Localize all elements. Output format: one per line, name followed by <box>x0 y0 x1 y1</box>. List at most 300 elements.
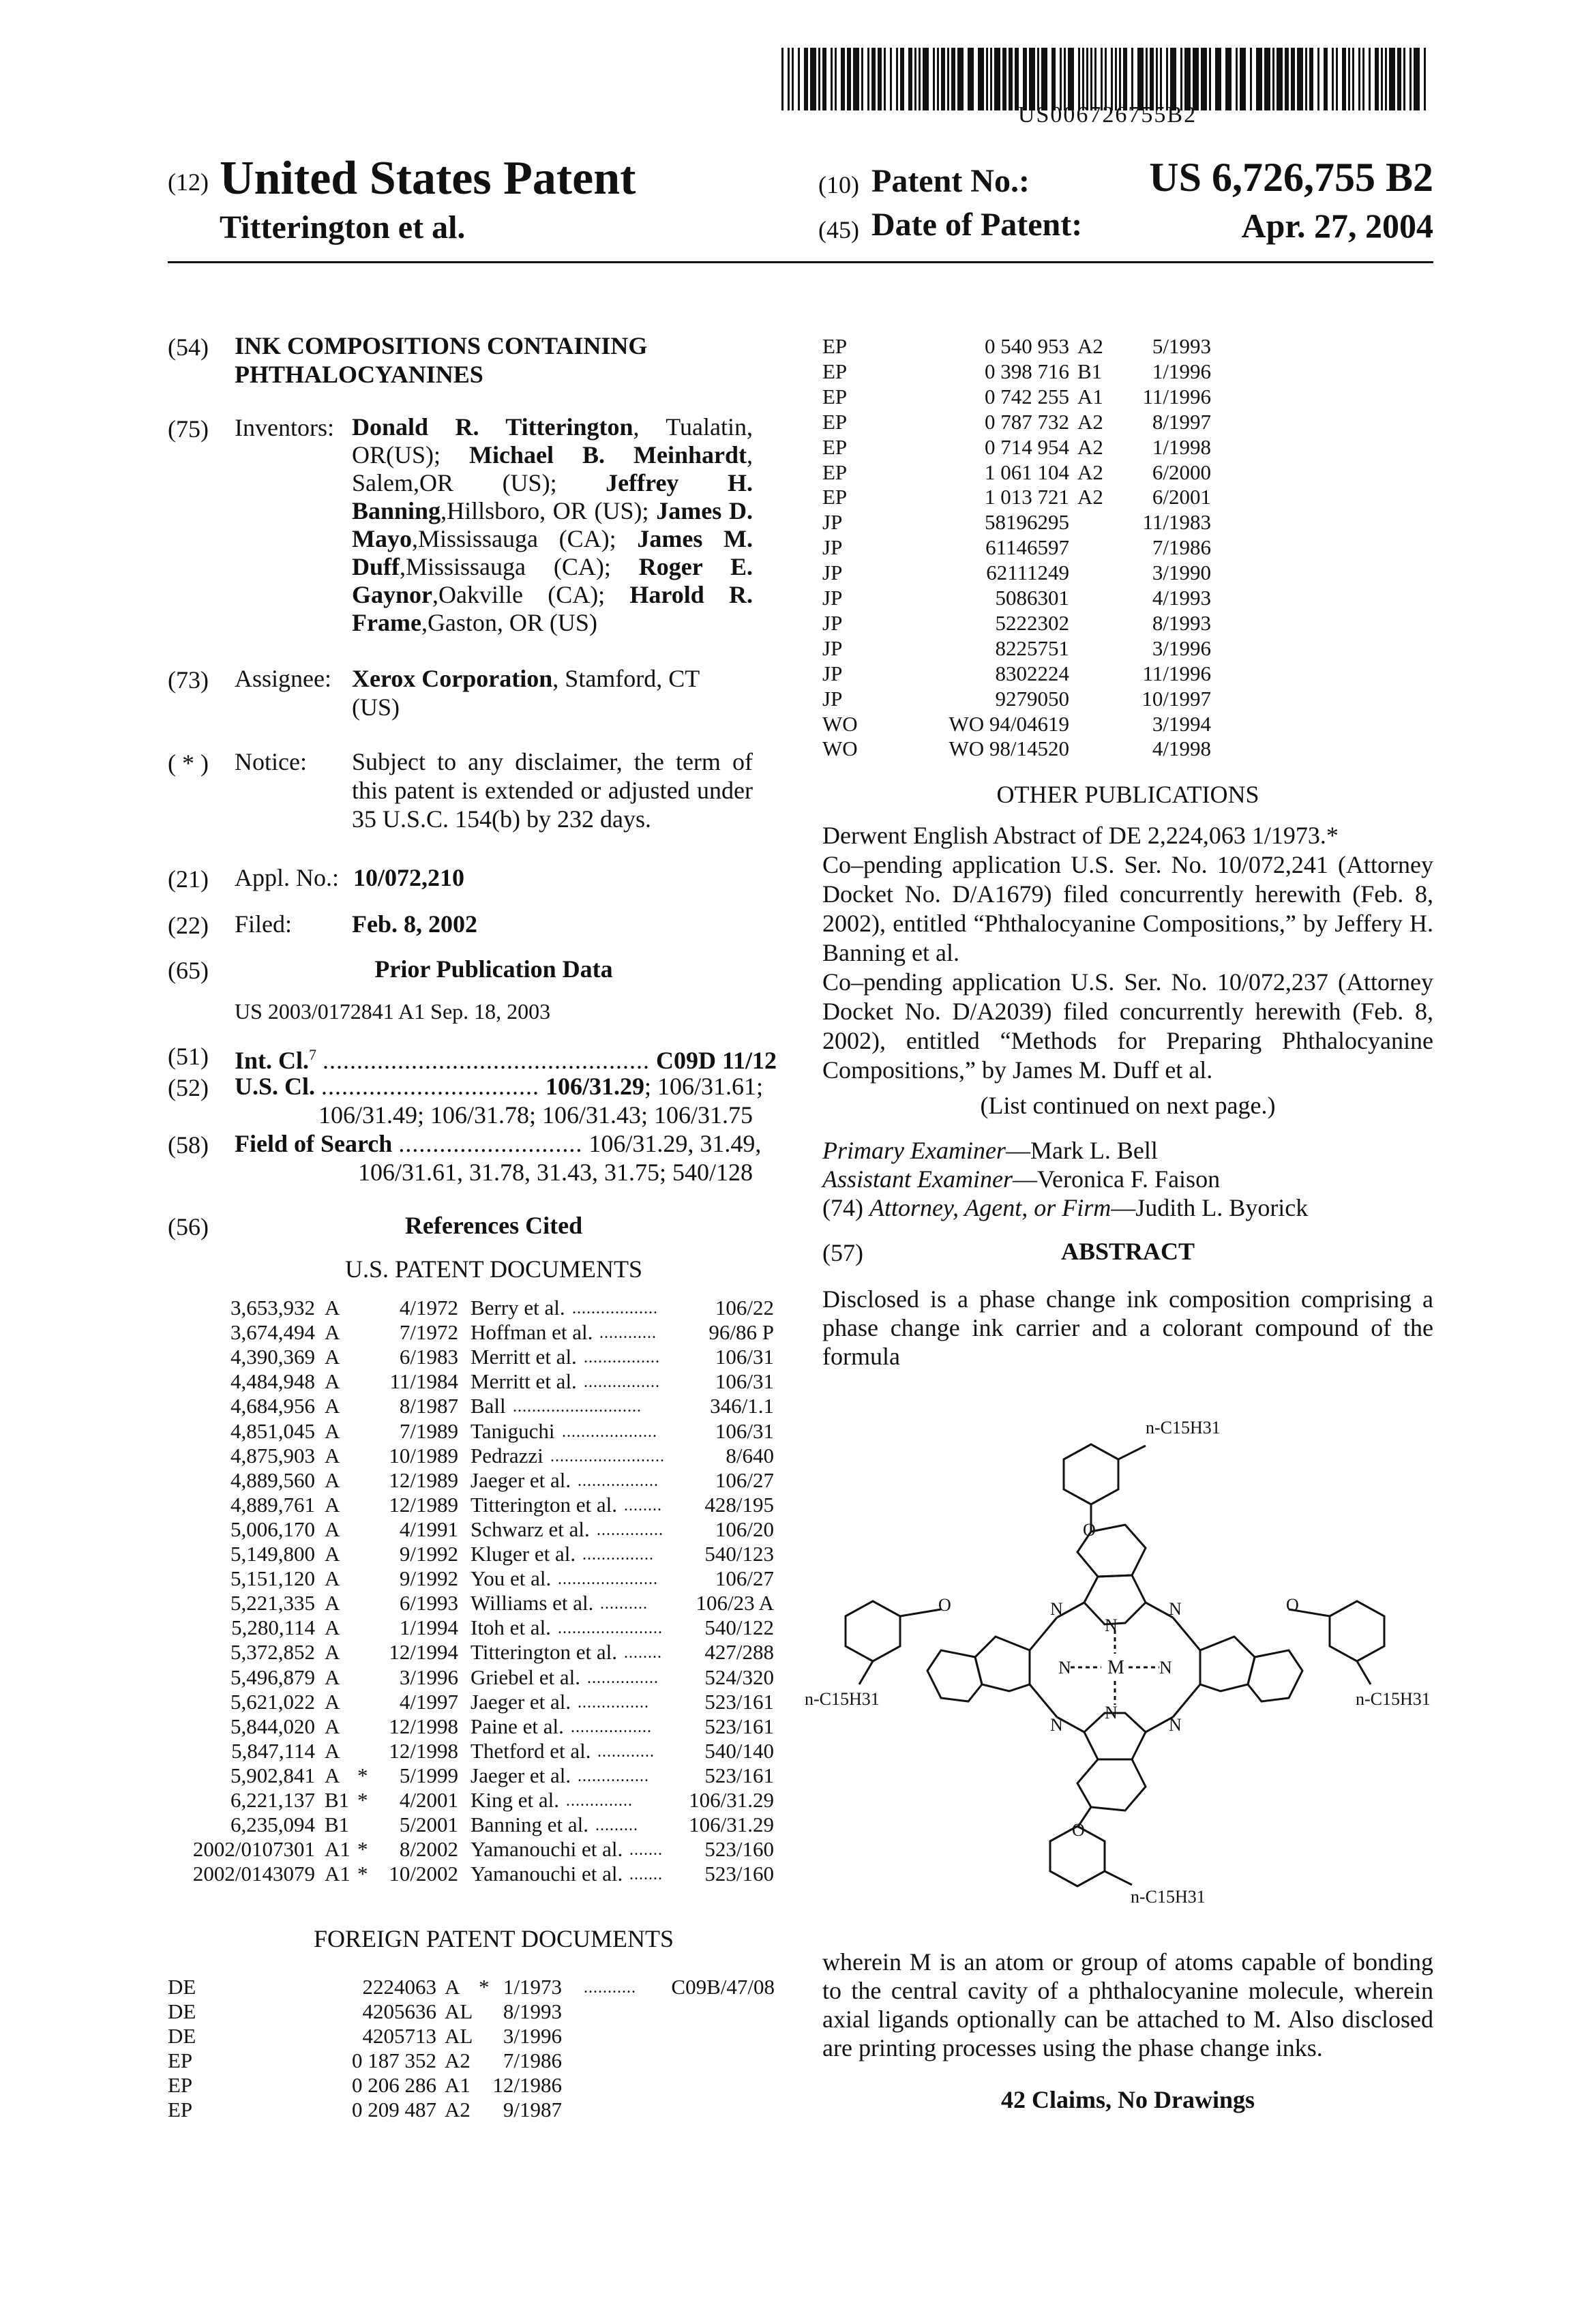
ref-date: 4/1997 <box>400 1690 458 1714</box>
ref-date: 12/1994 <box>389 1640 458 1665</box>
us-reference-row <box>0 1813 777 1837</box>
nitrogen-bridge-3: N <box>1050 1715 1063 1735</box>
ref-dots: ...................... <box>558 1620 663 1638</box>
fp-date: 4/1993 <box>1152 586 1211 610</box>
us-reference-row <box>0 1788 777 1813</box>
ref-inventor: Itoh et al. <box>471 1615 551 1640</box>
ref-date: 8/2002 <box>400 1837 458 1862</box>
fp-country: JP <box>822 561 842 585</box>
ref-kind: A <box>325 1566 340 1591</box>
barcode-bar <box>1064 48 1066 110</box>
ref-kind: A1 <box>325 1837 350 1862</box>
fp-number: 0 206 286 <box>352 2073 436 2098</box>
ref-class: 106/31 <box>715 1419 774 1444</box>
oxygen-bottom: O <box>1072 1820 1085 1840</box>
filed-label: Filed: <box>235 910 292 938</box>
document-title: United States Patent <box>220 151 636 206</box>
int-cl <box>235 1041 753 1075</box>
barcode-bar <box>884 48 886 110</box>
ref-patent-number: 4,851,045 <box>230 1419 315 1444</box>
ref-inventor: Paine et al. <box>471 1714 564 1739</box>
ref-class: 428/195 <box>704 1493 774 1517</box>
barcode-bar <box>933 48 935 110</box>
inventor-location: , <box>412 525 418 552</box>
ref-class: 106/27 <box>715 1468 774 1493</box>
ref-patent-number: 5,280,114 <box>231 1615 315 1640</box>
patent-date: Apr. 27, 2004 <box>1241 206 1433 245</box>
intcl-code: (51) <box>168 1042 209 1071</box>
us-reference-row <box>0 1714 777 1739</box>
fp-number: 0 398 716 <box>985 359 1069 384</box>
abstract-text-continued: wherein M is an atom or group of atoms capable of bonding to the central cavity of a phthalocyanine molecule, wherein axial ligands optionally can be attached to M. Also disclosed are printing processes using the phase change inks. <box>822 1948 1433 2062</box>
ref-kind: A <box>325 1394 340 1418</box>
barcode-bar <box>1160 48 1162 110</box>
fp-number: 58196295 <box>985 510 1069 535</box>
abstract-text: Disclosed is a phase change ink composition comprising a phase change ink carrier and a colorant compound of the formula <box>822 1285 1433 1371</box>
inventor-location: , <box>400 553 406 580</box>
foreign-reference-row <box>0 359 1582 384</box>
ref-class: 106/20 <box>715 1517 774 1542</box>
fp-date: 8/1993 <box>1152 611 1211 636</box>
uscl-code: (52) <box>168 1073 209 1102</box>
ref-dots: ............... <box>582 1546 654 1564</box>
attorney-code: (74) <box>822 1194 863 1221</box>
nitrogen-core-right: N <box>1159 1658 1172 1678</box>
ref-date: 8/1987 <box>400 1394 458 1418</box>
ref-inventor: King et al. <box>471 1788 559 1813</box>
ref-patent-number: 5,372,852 <box>230 1640 315 1665</box>
phthalocyanine-structure <box>805 1398 1446 1916</box>
fp-number: 0 540 953 <box>985 334 1069 359</box>
ref-inventor: Williams et al. <box>471 1591 593 1615</box>
barcode-bar <box>788 48 790 110</box>
barcode-bar <box>792 48 794 110</box>
fp-date: 1/1996 <box>1152 359 1211 384</box>
ref-dots: ..................... <box>558 1570 658 1589</box>
barcode-bar <box>1086 48 1088 110</box>
ref-dots: ................ <box>584 1349 660 1367</box>
barcode-bar <box>1029 48 1035 110</box>
assignee-location: , Stamford, CT <box>552 665 700 692</box>
barcode-bar <box>968 48 974 110</box>
inventor-name: Harold R. Frame <box>352 581 753 636</box>
barcode-bar <box>1256 48 1262 110</box>
inventor-name: Jeffrey H. Banning <box>352 469 753 524</box>
fp-country: EP <box>822 485 847 509</box>
ref-star: * <box>357 1763 368 1788</box>
patent-no-label: Patent No.: <box>871 162 1030 200</box>
ref-date: 12/1998 <box>389 1714 458 1739</box>
fp-date: 3/1996 <box>1152 636 1211 661</box>
us-reference-row <box>0 1517 777 1542</box>
us-reference-row <box>0 1566 777 1591</box>
abstract-heading: ABSTRACT <box>822 1237 1433 1266</box>
fp-date: 11/1996 <box>1143 385 1211 409</box>
barcode-bar <box>941 48 945 110</box>
ref-date: 9/1992 <box>400 1542 458 1566</box>
fp-country: EP <box>822 435 847 460</box>
barcode-bar <box>1342 48 1346 110</box>
attorney-label: Attorney, Agent, or Firm <box>869 1194 1111 1221</box>
ref-date: 5/2001 <box>400 1813 458 1837</box>
ref-dots: ......... <box>595 1817 638 1835</box>
ref-patent-number: 5,847,114 <box>231 1739 315 1763</box>
assistant-examiner <box>822 1165 1220 1193</box>
ref-patent-number: 4,684,956 <box>230 1394 315 1418</box>
ref-class: 106/27 <box>715 1566 774 1591</box>
fp-date: 12/1986 <box>492 2073 562 2098</box>
fp-date: 3/1990 <box>1152 561 1211 585</box>
fp-kind: AL <box>445 2024 473 2049</box>
ref-kind: A <box>325 1615 340 1640</box>
ref-inventor: Titterington et al. <box>471 1640 617 1665</box>
barcode-bar <box>1403 48 1405 110</box>
barcode-bar <box>1009 48 1013 110</box>
us-reference-row <box>0 1320 777 1345</box>
barcode-bar <box>853 48 859 110</box>
fp-kind: AL <box>445 1999 473 2024</box>
ref-inventor: Merritt et al. <box>471 1345 577 1369</box>
ref-kind: A <box>325 1690 340 1714</box>
ref-kind: A1 <box>325 1862 350 1886</box>
ref-date: 3/1996 <box>400 1665 458 1690</box>
ref-star: * <box>357 1862 368 1886</box>
primary-examiner-label: Primary Examiner <box>822 1137 1006 1164</box>
ref-patent-number: 4,875,903 <box>230 1444 315 1468</box>
intcl-sup: 7 <box>309 1046 316 1063</box>
us-reference-row <box>0 1591 777 1615</box>
other-publications-heading: OTHER PUBLICATIONS <box>822 780 1433 809</box>
barcode-bar <box>951 48 955 110</box>
us-reference-row <box>0 1862 777 1886</box>
foreign-reference-row <box>0 561 1582 585</box>
barcode-bar <box>994 48 1000 110</box>
assistant-examiner-label: Assistant Examiner <box>822 1165 1013 1193</box>
field-of-search <box>235 1129 753 1158</box>
barcode-bar <box>1240 48 1246 110</box>
barcode-bar <box>1297 48 1303 110</box>
us-reference-row <box>0 1419 777 1444</box>
ref-inventor: Griebel et al. <box>471 1665 580 1690</box>
barcode-bar <box>896 48 898 110</box>
inventor-location: , <box>441 497 447 524</box>
fos-code: (58) <box>168 1131 209 1159</box>
nitrogen-core-top: N <box>1105 1615 1118 1635</box>
ref-patent-number: 5,496,879 <box>230 1665 315 1690</box>
barcode-bar <box>1166 48 1168 110</box>
fp-date: 6/2000 <box>1152 460 1211 485</box>
ref-patent-number: 5,149,800 <box>230 1542 315 1566</box>
fp-date: 11/1996 <box>1143 661 1211 686</box>
ref-inventor: Ball <box>471 1394 506 1418</box>
fp-number: 5086301 <box>996 586 1070 610</box>
ref-inventor: Yamanouchi et al. <box>471 1862 623 1886</box>
barcode-bar <box>914 48 916 110</box>
foreign-reference-row <box>0 661 1582 686</box>
barcode-bar <box>957 48 964 110</box>
ref-class: 540/122 <box>704 1615 774 1640</box>
ref-kind: A <box>325 1591 340 1615</box>
fp-country: DE <box>168 2024 196 2049</box>
ref-kind: A <box>325 1369 340 1394</box>
ref-kind: B1 <box>325 1813 349 1837</box>
foreign-reference-row <box>0 687 1582 711</box>
fp-number: 1 013 721 <box>985 485 1069 509</box>
barcode-bar <box>908 48 912 110</box>
other-publications <box>822 821 1433 1085</box>
fp-country: DE <box>168 1975 196 1999</box>
foreign-reference-row <box>0 586 1582 610</box>
ref-date: 4/1972 <box>400 1296 458 1320</box>
foreign-reference-row <box>0 1999 777 2024</box>
fp-number: 61146597 <box>985 535 1069 560</box>
foreign-reference-row <box>0 385 1582 409</box>
fp-country: JP <box>822 661 842 686</box>
fp-date: 1/1998 <box>1152 435 1211 460</box>
appl-number: 10/072,210 <box>353 863 464 892</box>
uscl-rest: ; 106/31.61; <box>644 1073 763 1100</box>
fp-date: 4/1998 <box>1152 736 1211 761</box>
fp-number: 4205636 <box>363 1999 437 2024</box>
fp-number: 5222302 <box>996 611 1070 636</box>
inventor-name: James D. Mayo <box>352 497 753 552</box>
ref-kind: A <box>325 1739 340 1763</box>
us-reference-row <box>0 1837 777 1862</box>
fp-kind: A1 <box>445 2073 471 2098</box>
ref-date: 12/1989 <box>389 1468 458 1493</box>
fp-date: 7/1986 <box>503 2049 562 2073</box>
ref-date: 4/2001 <box>400 1788 458 1813</box>
us-reference-row <box>0 1763 777 1788</box>
foreign-reference-row <box>0 334 1582 359</box>
fp-date: 7/1986 <box>1152 535 1211 560</box>
fos-label: Field of Search <box>235 1130 392 1157</box>
barcode-bar <box>1209 48 1211 110</box>
barcode-bar <box>1362 48 1364 110</box>
fp-kind: A2 <box>1077 460 1103 485</box>
barcode-bar <box>1193 48 1199 110</box>
barcode-number: US006726755B2 <box>781 102 1433 128</box>
ref-patent-number: 6,221,137 <box>230 1788 315 1813</box>
ref-class: 427/288 <box>704 1640 774 1665</box>
ref-kind: A <box>325 1296 340 1320</box>
fp-date: 9/1987 <box>503 2098 562 2122</box>
intcl-value: C09D 11/12 <box>656 1047 777 1074</box>
barcode-bar <box>804 48 808 110</box>
fp-number: 2224063 <box>363 1975 437 1999</box>
other-publication: Co–pending application U.S. Ser. No. 10/072,237 (Attorney Docket No. D/A2039) filed concurrently herewith (Feb. 8, 2002), entitled “Methods for Preparing Phthalocyanine Compositions,” by James M. Duff et al. <box>822 968 1433 1085</box>
fp-kind: A2 <box>1077 410 1103 434</box>
barcode-bar <box>1264 48 1270 110</box>
barcode-bar <box>1060 48 1062 110</box>
barcode-bar <box>990 48 992 110</box>
ref-patent-number: 4,484,948 <box>230 1369 315 1394</box>
fp-country: WO <box>822 712 858 736</box>
barcode-bar <box>1375 48 1379 110</box>
us-reference-row <box>0 1444 777 1468</box>
barcode-bar <box>1369 48 1371 110</box>
nitrogen-bridge-4: N <box>1169 1715 1182 1735</box>
barcode-bar <box>831 48 833 110</box>
fp-number: 8225751 <box>996 636 1070 661</box>
ref-dots: ............... <box>587 1669 659 1688</box>
barcode-bar <box>1101 48 1103 110</box>
ref-kind: A <box>325 1419 340 1444</box>
barcode-bar <box>1332 48 1334 110</box>
patent-no-code: (10) <box>818 170 859 199</box>
us-reference-row <box>0 1394 777 1418</box>
fos-dots: ........................... <box>398 1130 582 1157</box>
notice-label: Notice: <box>235 747 307 776</box>
assignee-code: (73) <box>168 666 209 694</box>
ref-class: 96/86 P <box>708 1320 774 1345</box>
ref-class: 106/22 <box>715 1296 774 1320</box>
ref-patent-number: 5,621,022 <box>230 1690 315 1714</box>
fp-date: 8/1997 <box>1152 410 1211 434</box>
ref-class: 106/31.29 <box>689 1813 774 1837</box>
inventor-location: , Salem, <box>352 441 753 496</box>
filed-date: Feb. 8, 2002 <box>352 910 477 938</box>
fp-kind: A2 <box>1077 485 1103 509</box>
ref-inventor: Jaeger et al. <box>471 1468 571 1493</box>
barcode-bar <box>878 48 882 110</box>
fp-country: JP <box>822 611 842 636</box>
fp-number: 1 061 104 <box>985 460 1069 485</box>
barcode-bar <box>1277 48 1283 110</box>
fp-number: WO 94/04619 <box>949 712 1069 736</box>
fp-country: JP <box>822 636 842 661</box>
uscl-line2: 106/31.49; 106/31.78; 106/31.43; 106/31.75 <box>318 1101 753 1129</box>
fp-date: 3/1994 <box>1152 712 1211 736</box>
us-reference-row <box>0 1296 777 1320</box>
ref-patent-number: 2002/0143079 <box>193 1862 315 1886</box>
ref-kind: A <box>325 1763 340 1788</box>
inventor-name: Donald R. Titterington <box>352 413 633 441</box>
ref-patent-number: 5,151,120 <box>230 1566 315 1591</box>
inventor-location: (US); <box>386 441 469 468</box>
ref-date: 9/1992 <box>400 1566 458 1591</box>
nitrogen-core-left: N <box>1058 1658 1071 1678</box>
fp-number: 0 187 352 <box>352 2049 436 2073</box>
inventor-location: , Tualatin, OR <box>352 413 753 468</box>
ref-star: * <box>357 1837 368 1862</box>
list-continued: (List continued on next page.) <box>822 1091 1433 1120</box>
fp-dots: ........... <box>584 1979 636 1997</box>
barcode-bar <box>1409 48 1412 110</box>
fp-country: EP <box>168 2073 192 2098</box>
barcode-bar <box>798 48 800 110</box>
fp-number: WO 98/14520 <box>949 736 1069 761</box>
other-publication: Derwent English Abstract of DE 2,224,063 1/1973.* <box>822 821 1433 850</box>
metal-center: M <box>1107 1657 1124 1678</box>
barcode-bar <box>1180 48 1182 110</box>
barcode-bar <box>937 48 939 110</box>
ref-dots: .................... <box>562 1423 657 1442</box>
foreign-reference-row <box>0 410 1582 434</box>
inventor-location: OR (US); <box>419 469 606 496</box>
ref-dots: .............. <box>597 1521 663 1540</box>
barcode-bar <box>1397 48 1401 110</box>
fp-number: 0 742 255 <box>985 385 1069 409</box>
us-reference-row <box>0 1665 777 1690</box>
foreign-reference-row <box>0 510 1582 535</box>
ref-date: 12/1989 <box>389 1493 458 1517</box>
foreign-reference-row <box>0 2024 777 2049</box>
date-code: (45) <box>818 215 859 244</box>
nitrogen-core-bottom: N <box>1105 1703 1118 1723</box>
substituent-left: n-C15H31 <box>805 1689 880 1709</box>
barcode-bar <box>1215 48 1221 110</box>
ref-kind: A <box>325 1665 340 1690</box>
barcode-bar <box>1324 48 1328 110</box>
ref-patent-number: 4,390,369 <box>230 1345 315 1369</box>
barcode-bar <box>1385 48 1387 110</box>
fp-kind: B1 <box>1077 359 1102 384</box>
fp-date: 6/2001 <box>1152 485 1211 509</box>
ref-inventor: Schwarz et al. <box>471 1517 590 1542</box>
barcode-bar <box>1317 48 1319 110</box>
foreign-reference-row <box>0 736 1582 761</box>
fp-date: 3/1996 <box>503 2024 562 2049</box>
fp-date: 8/1993 <box>503 1999 562 2024</box>
fos-value: 106/31.29, 31.49, <box>588 1130 761 1157</box>
assistant-examiner-name: —Veronica F. Faison <box>1013 1165 1220 1193</box>
ref-class: 540/140 <box>704 1739 774 1763</box>
ref-date: 7/1972 <box>400 1320 458 1345</box>
assignee-line2: (US) <box>352 693 400 721</box>
fp-country: EP <box>168 2049 192 2073</box>
assignee-label: Assignee: <box>235 664 331 693</box>
ref-dots: ........................ <box>550 1448 665 1466</box>
ref-kind: A <box>325 1714 340 1739</box>
ref-date: 4/1991 <box>400 1517 458 1542</box>
barcode-bar <box>1037 48 1039 110</box>
ref-kind: A <box>325 1542 340 1566</box>
us-reference-row <box>0 1493 777 1517</box>
ref-kind: A <box>325 1517 340 1542</box>
us-reference-row <box>0 1640 777 1665</box>
inventor-location: Hillsboro, OR (US); <box>447 497 656 524</box>
us-cl <box>235 1072 753 1101</box>
barcode-bar <box>1105 48 1107 110</box>
us-reference-row <box>0 1468 777 1493</box>
barcode-bar <box>890 48 892 110</box>
primary-examiner <box>822 1136 1158 1165</box>
foreign-reference-row <box>0 535 1582 560</box>
fp-date: 5/1993 <box>1152 334 1211 359</box>
nitrogen-bridge-2: N <box>1169 1599 1182 1619</box>
barcode-bar <box>1250 48 1252 110</box>
foreign-reference-row <box>0 611 1582 636</box>
inventors-short: Titterington et al. <box>220 209 465 246</box>
fp-number: 0 787 732 <box>985 410 1069 434</box>
foreign-reference-row <box>0 435 1582 460</box>
ref-patent-number: 4,889,560 <box>230 1468 315 1493</box>
fp-country: JP <box>822 510 842 535</box>
ref-inventor: Jaeger et al. <box>471 1690 571 1714</box>
ref-dots: ................. <box>571 1718 652 1737</box>
us-reference-row <box>0 1615 777 1640</box>
prior-code: (65) <box>168 956 209 985</box>
filed-code: (22) <box>168 911 209 940</box>
ref-dots: .......... <box>600 1595 648 1613</box>
refs-code: (56) <box>168 1212 209 1241</box>
barcode-bar <box>1156 48 1158 110</box>
inventor-location: , <box>421 609 428 636</box>
foreign-reference-row <box>0 2098 777 2122</box>
ref-class: 106/31.29 <box>689 1788 774 1813</box>
ref-inventor: Berry et al. <box>471 1296 565 1320</box>
